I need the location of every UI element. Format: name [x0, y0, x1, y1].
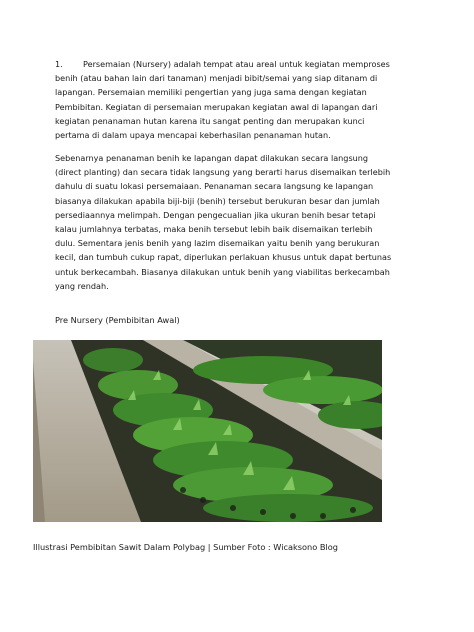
paragraph-1-text: Persemaian (Nursery) adalah tempat atau areal untuk kegiatan memproses benih (atau bahan lain dari tanaman) menjadi bibit/semai yang siap ditanam di lapangan. Persemaian memiliki pengertian yang juga sama dengan kegiatan Pembibitan. Kegiatan di persemaian merupakan kegiatan awal di lapangan dari kegiatan penanaman hutan karena itu sangat penting dan merupakan kunci pertama di dalam upaya mencapai keberhasilan penanaman hutan.: [55, 59, 390, 141]
photo-caption: Illustrasi Pembibitan Sawit Dalam Polybag | Sumber Foto : Wicaksono Blog: [33, 542, 338, 552]
paragraph-1: [55, 57, 395, 142]
paragraph-2: Sebenarnya penanaman benih ke lapangan dapat dilakukan secara langsung (direct planting) dan secara tidak langsung yang berarti harus disemaikan terlebih dahulu di suatu lokasi persemaiaan. Penanaman secara langsung ke lapangan biasanya dilakukan apabila biji-biji (benih) tersebut berukuran besar dan jumlah persediaannya melimpah. Dengan pengecualian jika ukuran benih besar tetapi kalau jumlahnya terbatas, maka benih tersebut lebih baik disemaikan terlebih dulu. Sementara jenis benih yang lazim disemaikan yaitu benih yang berukuran kecil, dan tumbuh cukup rapat, diperlukan perlakuan khusus untuk dapat bertunas untuk berkecambah. Biasanya dilakukan untuk benih yang viabilitas berkecambah yang rendah.: [55, 153, 392, 291]
section-heading: Pre Nursery (Pembibitan Awal): [55, 315, 180, 325]
nursery-photo: [33, 340, 382, 522]
paragraph-number: 1.: [55, 59, 63, 69]
